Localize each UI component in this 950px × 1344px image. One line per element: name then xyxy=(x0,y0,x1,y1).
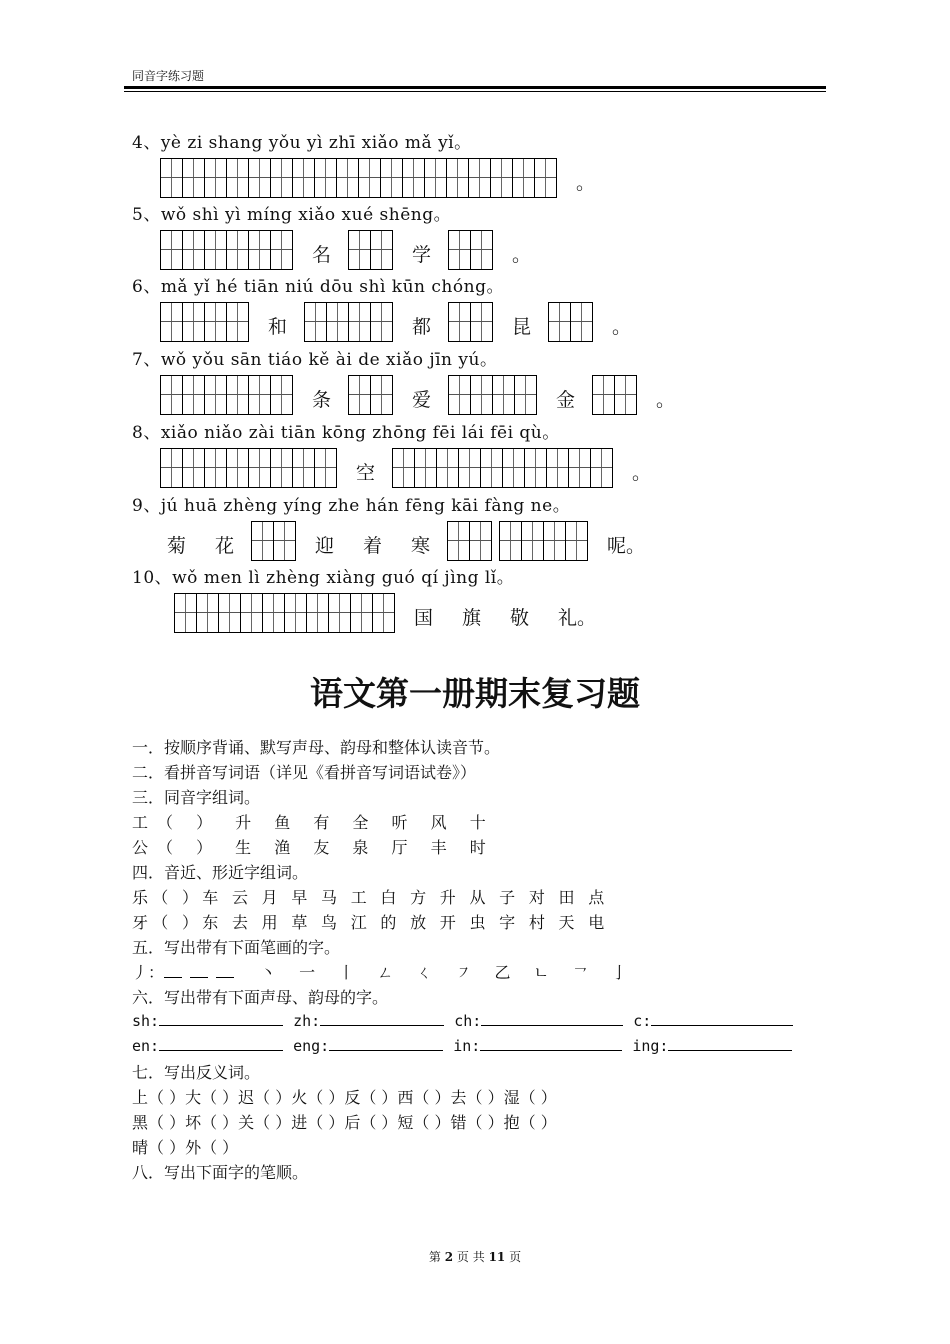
writing-cell[interactable] xyxy=(248,158,271,198)
section-title: 语文第一册期末复习题 xyxy=(310,674,640,713)
writing-grid[interactable] xyxy=(160,302,249,342)
given-character: 礼。 xyxy=(558,607,597,629)
writing-grid[interactable] xyxy=(304,302,393,342)
given-character: 金 xyxy=(556,389,576,411)
writing-cell[interactable] xyxy=(270,448,293,488)
writing-cell[interactable] xyxy=(240,593,263,633)
exercise-9-pinyin: 9、jú huā zhèng yíng zhe hán fēng kāi fàng ne。 xyxy=(132,496,571,516)
answer-line[interactable] xyxy=(668,1036,792,1051)
writing-cell[interactable] xyxy=(380,158,403,198)
writing-cell[interactable] xyxy=(284,593,307,633)
review-q5-strokes-row xyxy=(132,960,627,983)
review-q3: 三．同音字组词。 xyxy=(132,788,261,807)
writing-cell[interactable] xyxy=(314,448,337,488)
writing-cell[interactable] xyxy=(414,448,437,488)
writing-cell[interactable] xyxy=(348,302,371,342)
given-character: 学 xyxy=(412,244,432,266)
writing-cell[interactable] xyxy=(248,448,271,488)
final-ing: ing: xyxy=(632,1037,669,1055)
writing-grid[interactable] xyxy=(448,230,493,270)
given-character: 条 xyxy=(312,389,332,411)
given-character: 。 xyxy=(656,389,676,411)
writing-cell[interactable] xyxy=(204,230,227,270)
writing-cell[interactable] xyxy=(182,158,205,198)
answer-line[interactable] xyxy=(480,1036,622,1051)
given-character: 呢。 xyxy=(607,535,646,557)
writing-cell[interactable] xyxy=(370,302,393,342)
writing-cell[interactable] xyxy=(543,521,566,561)
writing-cell[interactable] xyxy=(304,302,327,342)
exercise-7-pinyin: 7、wǒ yǒu sān tiáo kě ài de xiǎo jīn yú。 xyxy=(132,350,498,370)
given-character: 寒 xyxy=(411,535,431,557)
given-character: 国 xyxy=(414,607,434,629)
review-q7-row1: 上（ ）大（ ）迟（ ）火（ ）反（ ）西（ ）去（ ）湿（ ） xyxy=(132,1088,557,1107)
review-q3-row1: 工（ ） 升 鱼 有 全 听 风 十 xyxy=(132,813,495,832)
review-q4-row1: 乐（ ）车 云 月 早 马 工 白 方 升 从 子 对 田 点 xyxy=(132,888,609,907)
writing-grid[interactable] xyxy=(447,521,492,561)
writing-cell[interactable] xyxy=(548,302,571,342)
writing-cell[interactable] xyxy=(182,448,205,488)
final-eng: eng: xyxy=(293,1037,330,1055)
writing-cell[interactable] xyxy=(402,158,425,198)
writing-grid[interactable] xyxy=(392,448,613,488)
writing-cell[interactable] xyxy=(182,375,205,415)
blank-line[interactable] xyxy=(190,963,208,978)
review-q6-row2 xyxy=(132,1036,792,1055)
writing-grid[interactable] xyxy=(160,375,293,415)
writing-cell[interactable] xyxy=(204,302,227,342)
writing-grid[interactable] xyxy=(448,375,537,415)
writing-cell[interactable] xyxy=(470,230,493,270)
given-character: 空 xyxy=(356,462,376,484)
writing-cell[interactable] xyxy=(568,448,591,488)
writing-cell[interactable] xyxy=(182,302,205,342)
page-header: 同音字练习题 xyxy=(132,69,205,83)
given-character: 菊 xyxy=(167,535,187,557)
writing-cell[interactable] xyxy=(448,302,471,342)
review-q7: 七．写出反义词。 xyxy=(132,1063,261,1082)
writing-cell[interactable] xyxy=(226,230,249,270)
initial-ch: ch: xyxy=(454,1012,482,1030)
writing-cell[interactable] xyxy=(490,158,513,198)
answer-line[interactable] xyxy=(329,1036,443,1051)
final-in: in: xyxy=(453,1037,481,1055)
review-q2: 二．看拼音写词语（详见《看拼音写词语试卷》） xyxy=(132,763,477,782)
given-character: 。 xyxy=(612,316,632,338)
review-q8: 八．写出下面字的笔顺。 xyxy=(132,1163,309,1182)
review-q6: 六．写出带有下面声母、韵母的字。 xyxy=(132,988,389,1007)
review-q7-row3: 晴（ ）外（ ） xyxy=(132,1138,239,1157)
initial-zh: zh: xyxy=(293,1012,321,1030)
review-q4: 四．音近、形近字组词。 xyxy=(132,863,309,882)
writing-cell[interactable] xyxy=(160,158,183,198)
given-character: 。 xyxy=(576,172,596,194)
writing-cell[interactable] xyxy=(448,230,471,270)
footer-total-pages: 11 xyxy=(488,1250,506,1264)
writing-cell[interactable] xyxy=(348,230,371,270)
given-character: 。 xyxy=(512,244,532,266)
writing-grid[interactable] xyxy=(160,448,337,488)
given-character: 爱 xyxy=(412,389,432,411)
review-q1: 一．按顺序背诵、默写声母、韵母和整体认读音节。 xyxy=(132,738,501,757)
writing-cell[interactable] xyxy=(160,230,183,270)
footer-mid: 页 共 xyxy=(456,1250,485,1264)
writing-cell[interactable] xyxy=(306,593,329,633)
writing-cell[interactable] xyxy=(218,593,241,633)
exercise-6-pinyin: 6、mǎ yǐ hé tiān niú dōu shì kūn chóng。 xyxy=(132,277,504,297)
writing-cell[interactable] xyxy=(174,593,197,633)
writing-cell[interactable] xyxy=(270,230,293,270)
review-q5: 五．写出带有下面笔画的字。 xyxy=(132,938,341,957)
writing-cell[interactable] xyxy=(270,158,293,198)
writing-cell[interactable] xyxy=(521,521,544,561)
writing-cell[interactable] xyxy=(448,375,471,415)
writing-cell[interactable] xyxy=(499,521,522,561)
writing-cell[interactable] xyxy=(160,375,183,415)
exercise-8-pinyin: 8、xiǎo niǎo zài tiān kōng zhōng fēi lái fēi qù。 xyxy=(132,423,560,443)
footer-post: 页 xyxy=(509,1250,522,1264)
writing-cell[interactable] xyxy=(292,448,315,488)
given-character: 昆 xyxy=(512,316,532,338)
review-q4-row2: 牙（ ）东 去 用 草 鸟 江 的 放 开 虫 字 村 天 电 xyxy=(132,913,609,932)
given-character: 旗 xyxy=(462,607,482,629)
initial-sh: sh: xyxy=(132,1012,160,1030)
stroke-list: 丶 一 丨 ㄥ ㄑ ㇇ 乙 ㄴ ㇖ 亅 xyxy=(260,963,628,982)
writing-grid[interactable] xyxy=(174,593,395,633)
writing-cell[interactable] xyxy=(614,375,637,415)
writing-cell[interactable] xyxy=(196,593,219,633)
blank-line[interactable] xyxy=(216,963,234,978)
writing-grid[interactable] xyxy=(548,302,593,342)
writing-cell[interactable] xyxy=(424,158,447,198)
writing-cell[interactable] xyxy=(160,302,183,342)
writing-cell[interactable] xyxy=(251,521,274,561)
writing-cell[interactable] xyxy=(226,158,249,198)
writing-grid[interactable] xyxy=(348,230,393,270)
answer-line[interactable] xyxy=(481,1011,623,1026)
writing-cell[interactable] xyxy=(372,593,395,633)
writing-cell[interactable] xyxy=(262,593,285,633)
writing-grid[interactable] xyxy=(348,375,393,415)
writing-cell[interactable] xyxy=(358,158,381,198)
writing-cell[interactable] xyxy=(512,158,535,198)
writing-cell[interactable] xyxy=(458,448,481,488)
answer-line[interactable] xyxy=(320,1011,444,1026)
writing-grid[interactable] xyxy=(251,521,296,561)
writing-grid[interactable] xyxy=(160,230,293,270)
writing-cell[interactable] xyxy=(292,158,315,198)
writing-cell[interactable] xyxy=(160,448,183,488)
writing-cell[interactable] xyxy=(226,448,249,488)
writing-cell[interactable] xyxy=(248,375,271,415)
writing-cell[interactable] xyxy=(204,448,227,488)
writing-cell[interactable] xyxy=(314,158,337,198)
exercise-5-pinyin: 5、wǒ shì yì míng xiǎo xué shēng。 xyxy=(132,205,452,225)
writing-cell[interactable] xyxy=(468,158,491,198)
review-q6-row1 xyxy=(132,1011,793,1030)
writing-cell[interactable] xyxy=(590,448,613,488)
writing-cell[interactable] xyxy=(226,375,249,415)
blank-line[interactable] xyxy=(164,963,182,978)
writing-grid[interactable] xyxy=(448,302,493,342)
writing-cell[interactable] xyxy=(469,521,492,561)
given-character: 敬 xyxy=(510,607,530,629)
writing-cell[interactable] xyxy=(480,448,503,488)
writing-cell[interactable] xyxy=(447,521,470,561)
writing-cell[interactable] xyxy=(534,158,557,198)
writing-cell[interactable] xyxy=(592,375,615,415)
writing-cell[interactable] xyxy=(546,448,569,488)
given-character: 花 xyxy=(215,535,235,557)
final-en: en: xyxy=(132,1037,160,1055)
header-rule-thin xyxy=(124,91,826,92)
writing-cell[interactable] xyxy=(570,302,593,342)
writing-cell[interactable] xyxy=(492,375,515,415)
writing-cell[interactable] xyxy=(446,158,469,198)
exercise-4-pinyin: 4、yè zi shang yǒu yì zhī xiǎo mǎ yǐ。 xyxy=(132,133,472,153)
writing-cell[interactable] xyxy=(182,230,205,270)
answer-line[interactable] xyxy=(651,1011,793,1026)
writing-cell[interactable] xyxy=(204,158,227,198)
writing-cell[interactable] xyxy=(348,375,371,415)
given-character: 和 xyxy=(268,316,288,338)
writing-cell[interactable] xyxy=(273,521,296,561)
review-q3-row2: 公（ ） 生 渔 友 泉 厅 丰 时 xyxy=(132,838,495,857)
stroke-label: 丿： xyxy=(132,963,165,982)
writing-cell[interactable] xyxy=(270,375,293,415)
given-character: 着 xyxy=(363,535,383,557)
writing-cell[interactable] xyxy=(470,375,493,415)
writing-cell[interactable] xyxy=(514,375,537,415)
answer-line[interactable] xyxy=(159,1036,283,1051)
given-character: 迎 xyxy=(315,535,335,557)
writing-cell[interactable] xyxy=(326,302,349,342)
writing-cell[interactable] xyxy=(248,230,271,270)
footer-page-number: 2 xyxy=(444,1250,454,1264)
header-rule-thick xyxy=(124,86,826,89)
writing-cell[interactable] xyxy=(204,375,227,415)
exercise-10-pinyin: 10、wǒ men lì zhèng xiàng guó qí jìng lǐ。 xyxy=(132,568,515,588)
writing-grid[interactable] xyxy=(499,521,588,561)
writing-grid[interactable] xyxy=(160,158,557,198)
writing-cell[interactable] xyxy=(502,448,525,488)
initial-c: c: xyxy=(633,1012,652,1030)
writing-cell[interactable] xyxy=(436,448,459,488)
writing-cell[interactable] xyxy=(470,302,493,342)
given-character: 都 xyxy=(412,316,432,338)
page-footer xyxy=(0,1248,950,1265)
given-character: 名 xyxy=(312,244,332,266)
writing-cell[interactable] xyxy=(524,448,547,488)
footer-pre: 第 xyxy=(428,1250,441,1264)
writing-cell[interactable] xyxy=(336,158,359,198)
review-q7-row2: 黑（ ）坏（ ）关（ ）进（ ）后（ ）短（ ）错（ ）抱（ ） xyxy=(132,1113,557,1132)
writing-cell[interactable] xyxy=(328,593,351,633)
writing-cell[interactable] xyxy=(350,593,373,633)
writing-cell[interactable] xyxy=(370,230,393,270)
given-character: 。 xyxy=(632,462,652,484)
writing-cell[interactable] xyxy=(226,302,249,342)
writing-cell[interactable] xyxy=(392,448,415,488)
answer-line[interactable] xyxy=(159,1011,283,1026)
writing-cell[interactable] xyxy=(370,375,393,415)
writing-cell[interactable] xyxy=(565,521,588,561)
writing-grid[interactable] xyxy=(592,375,637,415)
